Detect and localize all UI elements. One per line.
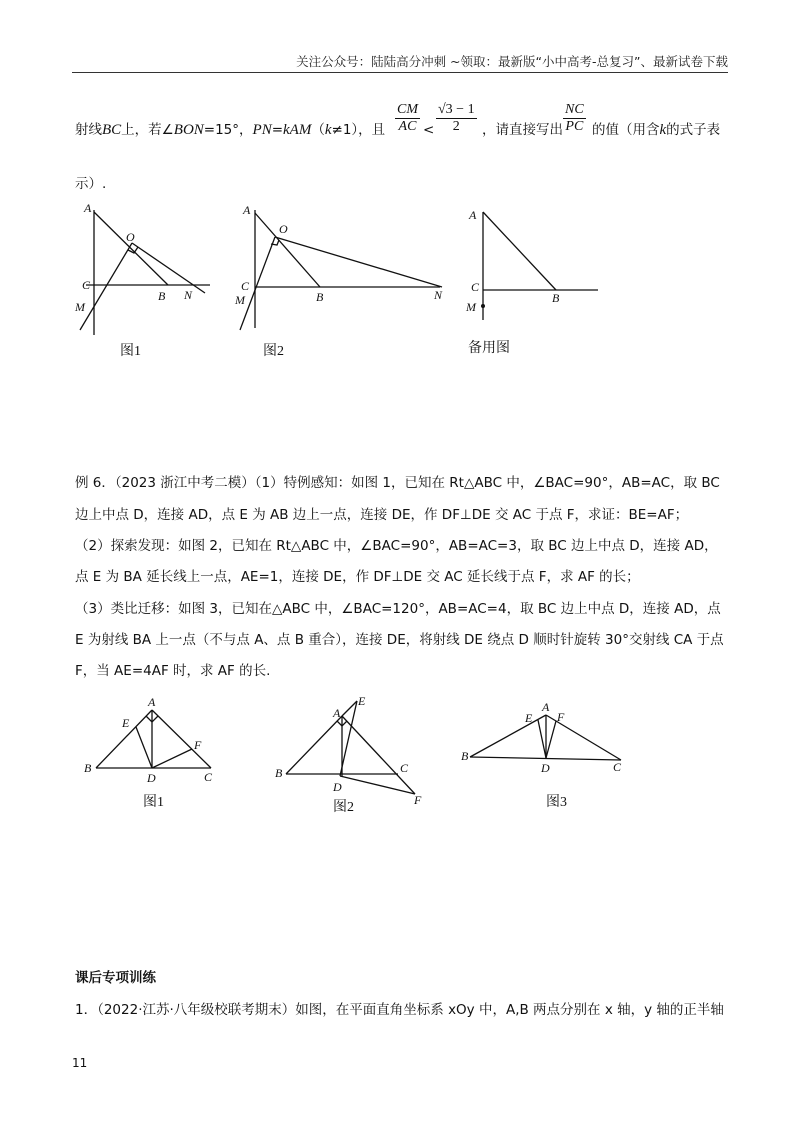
fraction-denominator: PC: [565, 119, 584, 134]
label-e: E: [358, 694, 366, 708]
label-a: A: [333, 706, 341, 720]
math-bon: BON: [173, 122, 204, 138]
fig1-segment-df: [152, 749, 192, 768]
fig2-line-ab: [255, 213, 320, 287]
label-b: B: [552, 291, 560, 305]
fig2-segment-df: [340, 776, 415, 794]
header-divider: [72, 72, 728, 73]
fraction-numerator: √3 − 1: [438, 102, 475, 117]
page-header: 关注公众号：陆陆高分冲刺 ~领取：最新版“小中高考-总复习”、最新试卷下载: [296, 54, 728, 69]
label-o: O: [126, 230, 135, 244]
fig1-line-ab: [94, 212, 168, 285]
fig2-caption: 图2: [333, 800, 354, 815]
fraction-nc-pc: [563, 102, 586, 135]
text-segment: 上，若∠: [121, 122, 174, 138]
example6-line-4: 点 E 为 BA 延长线上一点，AE=1，连接 DE，作 DF⊥DE 交 AC 延长线于点 F，求 AF 的长；: [75, 569, 640, 585]
text-segment: =15°，: [203, 122, 253, 138]
fig3-segment-de: [538, 720, 546, 758]
fig2-line-mo: [240, 237, 275, 330]
label-d: D: [147, 771, 156, 785]
label-f: F: [194, 738, 202, 752]
example6-line-7: F，当 AE=4AF 时，求 AF 的长.: [75, 663, 271, 679]
fraction-numerator: NC: [565, 102, 584, 117]
text-segment: ，请直接写出: [482, 122, 563, 138]
math-k: k: [659, 122, 667, 138]
fig3-line-ab: [483, 212, 556, 290]
fig3-side-ab: [470, 715, 546, 757]
label-o: O: [279, 222, 288, 236]
label-c: C: [613, 760, 622, 774]
label-m: M: [75, 300, 85, 314]
text-segment: ≠1），且: [331, 122, 386, 138]
label-f: F: [414, 793, 422, 807]
fig2-line-on: [275, 237, 442, 287]
continuation-line-1b: [482, 121, 563, 139]
continuation-line-2: 示）.: [75, 176, 107, 192]
fig3-point-m: [481, 304, 485, 308]
fig3-caption: 备用图: [468, 341, 510, 356]
fig1-caption: 图1: [143, 795, 164, 810]
fig1-right-angle-mark: [128, 247, 138, 253]
fraction-denominator: AC: [398, 119, 417, 134]
label-n: N: [434, 288, 443, 302]
label-b: B: [158, 289, 166, 303]
label-c: C: [204, 770, 213, 784]
label-c: C: [82, 278, 91, 292]
label-a: A: [84, 201, 92, 215]
fig2-segment-ae: [342, 701, 357, 716]
fig1-line-on: [132, 243, 205, 293]
math-kam: kAM: [283, 122, 312, 138]
label-b: B: [461, 749, 469, 763]
label-c: C: [400, 761, 409, 775]
example6-line-1: 例 6．（2023 浙江中考二模）（1）特例感知：如图 1，已知在 Rt△ABC 中，∠BAC=90°，AB=AC，取 BC: [75, 475, 720, 491]
fig1-caption: 图1: [120, 344, 141, 359]
fig1-line-mo: [80, 243, 132, 330]
fig3-side-ac: [546, 715, 621, 760]
fig3-segment-df: [546, 721, 556, 758]
question-1: 1．（2022·江苏·八年级校联考期末）如图，在平面直角坐标系 xOy 中，A,B 两点分别在 x 轴，y 轴的正半轴: [75, 1002, 724, 1018]
fig2-right-angle-mark: [271, 240, 279, 245]
label-c: C: [471, 280, 480, 294]
fig2-side-ac-ext: [342, 716, 415, 794]
math-k: k: [324, 122, 332, 138]
section-title: 课后专项训练: [75, 970, 156, 986]
label-b: B: [316, 290, 324, 304]
fig1-side-ac: [152, 710, 211, 768]
less-than-sign: <: [423, 122, 435, 138]
fig1-segment-de: [136, 727, 152, 768]
label-b: B: [275, 766, 283, 780]
label-a: A: [148, 695, 156, 709]
text-segment: 射线: [75, 122, 102, 138]
label-d: D: [333, 780, 342, 794]
label-e: E: [525, 711, 533, 725]
math-bc: BC: [102, 122, 122, 138]
label-f: F: [557, 710, 565, 724]
fig1-side-ab: [96, 710, 152, 768]
fig3-side-bc: [470, 757, 621, 760]
text-segment: （: [311, 122, 325, 138]
fig2-caption: 图2: [263, 344, 284, 359]
text-segment: 的值（用含: [592, 122, 660, 138]
page-number: 11: [72, 1056, 88, 1070]
fig1-right-angle-mark: [146, 716, 158, 722]
text-segment: =: [271, 122, 284, 138]
continuation-line-1c: [592, 121, 720, 139]
label-c: C: [241, 279, 250, 293]
label-m: M: [466, 300, 476, 314]
example6-line-3: （2）探索发现：如图 2，已知在 Rt△ABC 中，∠BAC=90°，AB=AC=3，取 BC 边上中点 D，连接 AD，: [75, 538, 718, 554]
label-a: A: [542, 700, 550, 714]
example6-line-6: E 为射线 BA 上一点（不与点 A、点 B 重合），连接 DE，将射线 DE 绕点 D 顺时针旋转 30°交射线 CA 于点: [75, 632, 724, 648]
label-d: D: [541, 761, 550, 775]
label-b: B: [84, 761, 92, 775]
math-pn: PN: [252, 122, 272, 138]
label-n: N: [184, 288, 193, 302]
label-a: A: [469, 208, 477, 222]
label-m: M: [235, 293, 245, 307]
fraction-cm-ac: [395, 102, 420, 135]
fig2-side-ab: [286, 716, 342, 774]
fig2-right-angle-mark: [337, 721, 347, 726]
fraction-numerator: CM: [397, 102, 418, 117]
label-a: A: [243, 203, 251, 217]
continuation-line-1: [75, 121, 385, 139]
label-e: E: [122, 716, 130, 730]
example6-line-2: 边上中点 D，连接 AD，点 E 为 AB 边上一点，连接 DE，作 DF⊥DE 交 AC 于点 F，求证：BE=AF；: [75, 507, 689, 523]
text-segment: 的式子表: [666, 122, 721, 138]
fig2-segment-de: [340, 701, 357, 776]
fig3-caption: 图3: [546, 795, 567, 810]
example6-line-5: （3）类比迁移：如图 3，已知在△ABC 中，∠BAC=120°，AB=AC=4，取 BC 边上中点 D，连接 AD，点: [75, 601, 721, 617]
fraction-denominator: 2: [452, 119, 460, 134]
fraction-sqrt3: [436, 102, 477, 135]
